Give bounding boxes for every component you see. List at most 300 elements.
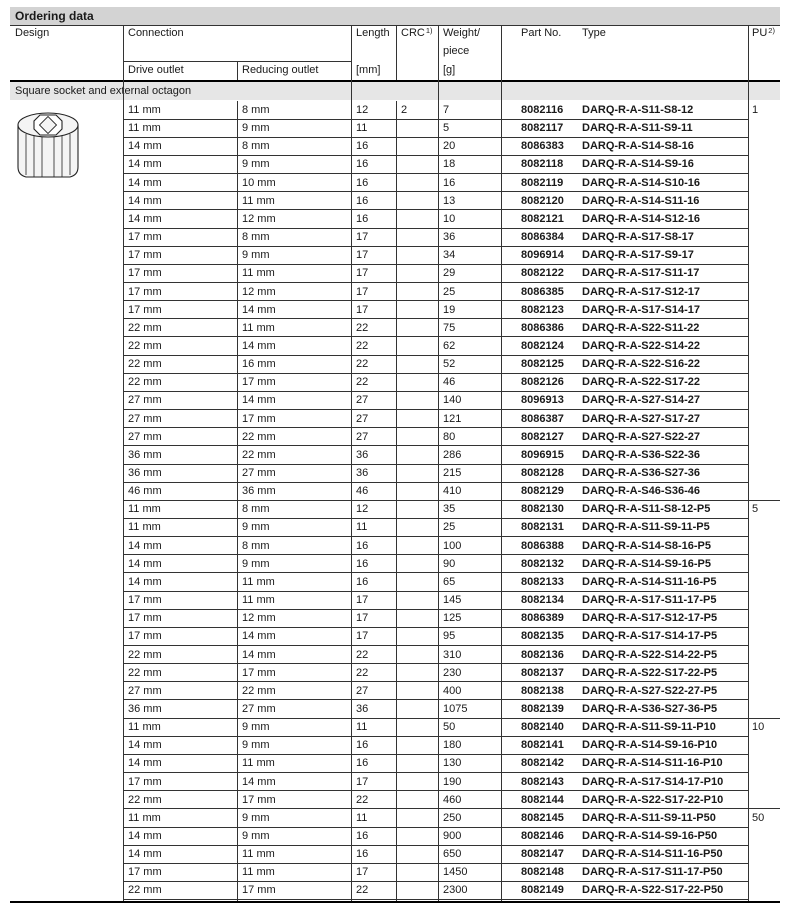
header-connection: Connection xyxy=(128,27,184,39)
drive-outlet-cell: 14 mm xyxy=(128,757,162,770)
row-rule xyxy=(123,772,748,773)
type-cell: DARQ-R-A-S14-S9-16 xyxy=(582,158,694,171)
type-cell: DARQ-R-A-S14-S9-16-P50 xyxy=(582,830,718,842)
row-rule xyxy=(123,464,748,465)
drive-outlet-cell: 11 mm xyxy=(128,503,161,516)
type-cell: DARQ-R-A-S17-S11-17 xyxy=(582,267,700,280)
type-cell: DARQ-R-A-S11-S8-12 xyxy=(582,104,694,116)
part-no-cell: 8086386 xyxy=(521,321,564,334)
header-top-rule xyxy=(10,25,780,26)
drive-outlet-cell: 36 mm xyxy=(128,467,162,479)
weight-cell: 13 xyxy=(443,194,456,207)
header-drive-outlet: Drive outlet xyxy=(128,64,184,76)
row-rule xyxy=(123,663,748,664)
reducing-outlet-cell: 17 mm xyxy=(242,376,276,389)
reducing-outlet-cell: 11 mm xyxy=(242,848,275,861)
reducing-outlet-cell: 11 mm xyxy=(242,757,275,770)
weight-cell: 19 xyxy=(443,303,456,316)
col-rule-crc xyxy=(396,101,397,901)
weight-cell: 52 xyxy=(443,358,456,371)
type-cell: DARQ-R-A-S17-S12-17 xyxy=(582,285,700,298)
row-rule xyxy=(123,827,748,828)
length-cell: 11 xyxy=(356,122,368,135)
drive-outlet-cell: 17 mm xyxy=(128,231,162,244)
length-cell: 27 xyxy=(356,684,369,697)
type-cell: DARQ-R-A-S27-S14-27 xyxy=(582,394,700,407)
row-rule xyxy=(123,246,748,247)
part-no-cell: 8082124 xyxy=(521,339,564,352)
length-cell: 16 xyxy=(356,158,369,171)
reducing-outlet-cell: 8 mm xyxy=(242,140,270,153)
length-cell: 22 xyxy=(356,648,369,661)
row-rule xyxy=(123,572,748,573)
drive-outlet-cell: 36 mm xyxy=(128,702,162,715)
part-no-cell: 8086383 xyxy=(521,140,564,153)
type-cell: DARQ-R-A-S14-S8-16-P5 xyxy=(582,539,711,552)
type-cell: DARQ-R-A-S17-S14-17-P10 xyxy=(582,775,724,788)
row-rule xyxy=(123,845,748,846)
part-no-cell: 8096913 xyxy=(521,394,564,407)
drive-outlet-cell: 14 mm xyxy=(128,830,162,842)
row-rule xyxy=(123,282,748,283)
weight-cell: 75 xyxy=(443,321,456,334)
length-cell: 16 xyxy=(356,557,369,570)
length-cell: 17 xyxy=(356,231,369,244)
length-cell: 17 xyxy=(356,630,369,643)
row-rule xyxy=(123,119,748,120)
reducing-outlet-cell: 9 mm xyxy=(242,249,270,262)
row-rule xyxy=(123,736,748,737)
row-rule xyxy=(123,409,748,410)
length-cell: 22 xyxy=(356,339,369,352)
weight-cell: 310 xyxy=(443,648,462,661)
length-cell: 36 xyxy=(356,467,369,479)
reducing-outlet-cell: 12 mm xyxy=(242,285,276,298)
header-pu xyxy=(752,27,775,39)
weight-cell: 2300 xyxy=(443,884,468,897)
col-rule-reducing-header xyxy=(237,61,238,80)
type-cell: DARQ-R-A-S17-S9-17 xyxy=(582,249,694,262)
reducing-outlet-cell: 36 mm xyxy=(242,485,276,498)
length-cell: 17 xyxy=(356,249,369,262)
header-part-no: Part No. xyxy=(521,27,562,39)
reducing-outlet-cell: 9 mm xyxy=(242,830,270,842)
length-cell: 27 xyxy=(356,430,369,443)
header-design: Design xyxy=(15,27,50,39)
col-rule-partno xyxy=(501,25,502,901)
drive-outlet-cell: 22 mm xyxy=(128,666,162,679)
part-no-cell: 8086388 xyxy=(521,539,564,552)
row-rule xyxy=(123,173,748,174)
group-rule xyxy=(123,500,780,501)
pu-value: 5 xyxy=(752,503,759,516)
weight-cell: 46 xyxy=(443,376,456,389)
type-cell: DARQ-R-A-S17-S11-17-P50 xyxy=(582,866,723,879)
header-pu-footnote: 2) xyxy=(768,26,775,35)
table-bottom-rule xyxy=(10,901,780,903)
length-cell: 46 xyxy=(356,485,369,498)
part-no-cell: 8082144 xyxy=(521,793,564,806)
part-no-cell: 8082142 xyxy=(521,757,564,770)
part-no-cell: 8082139 xyxy=(521,702,564,715)
length-cell: 22 xyxy=(356,793,369,806)
length-cell: 16 xyxy=(356,539,369,552)
row-rule xyxy=(123,373,748,374)
type-cell: DARQ-R-A-S17-S8-17 xyxy=(582,231,694,244)
type-cell: DARQ-R-A-S27-S22-27 xyxy=(582,430,700,443)
reducing-outlet-cell: 11 mm xyxy=(242,594,275,607)
row-rule xyxy=(123,699,748,700)
part-no-cell: 8082116 xyxy=(521,104,564,116)
part-no-cell: 8082117 xyxy=(521,122,564,135)
weight-cell: 20 xyxy=(443,140,456,153)
col-rule-length xyxy=(351,25,352,901)
reducing-outlet-cell: 10 mm xyxy=(242,176,276,189)
drive-outlet-cell: 17 mm xyxy=(128,630,162,643)
drive-outlet-cell: 22 mm xyxy=(128,884,162,897)
reducing-outlet-cell: 14 mm xyxy=(242,339,276,352)
length-cell: 36 xyxy=(356,448,369,461)
part-no-cell: 8086385 xyxy=(521,285,564,298)
part-no-cell: 8082120 xyxy=(521,194,564,207)
drive-outlet-cell: 22 mm xyxy=(128,648,162,661)
weight-cell: 29 xyxy=(443,267,456,280)
part-no-cell: 8082134 xyxy=(521,594,564,607)
reducing-outlet-cell: 17 mm xyxy=(242,793,276,806)
drive-outlet-cell: 17 mm xyxy=(128,775,162,788)
reducing-outlet-cell: 11 mm xyxy=(242,866,275,879)
row-rule xyxy=(123,863,748,864)
drive-outlet-cell: 17 mm xyxy=(128,285,162,298)
part-no-cell: 8082135 xyxy=(521,630,564,643)
row-rule xyxy=(123,300,748,301)
length-cell: 11 xyxy=(356,721,368,734)
length-cell: 17 xyxy=(356,612,369,625)
reducing-outlet-cell: 17 mm xyxy=(242,666,276,679)
drive-outlet-cell: 14 mm xyxy=(128,575,162,588)
group-rule xyxy=(123,718,780,719)
row-rule xyxy=(123,681,748,682)
reducing-outlet-cell: 22 mm xyxy=(242,430,276,443)
reducing-outlet-cell: 9 mm xyxy=(242,557,270,570)
row-rule xyxy=(123,790,748,791)
weight-cell: 1075 xyxy=(443,702,468,715)
length-cell: 16 xyxy=(356,176,369,189)
pu-value: 10 xyxy=(752,721,765,734)
drive-outlet-cell: 14 mm xyxy=(128,212,162,225)
length-cell: 22 xyxy=(356,666,369,679)
drive-outlet-cell: 22 mm xyxy=(128,358,162,371)
length-cell: 22 xyxy=(356,358,369,371)
reducing-outlet-cell: 14 mm xyxy=(242,775,276,788)
weight-cell: 650 xyxy=(443,848,462,861)
type-cell: DARQ-R-A-S11-S9-11-P5 xyxy=(582,521,710,534)
weight-cell: 130 xyxy=(443,757,462,770)
type-cell: DARQ-R-A-S14-S11-16-P10 xyxy=(582,757,723,770)
drive-outlet-cell: 14 mm xyxy=(128,557,162,570)
weight-cell: 900 xyxy=(443,830,462,842)
part-no-cell: 8082128 xyxy=(521,467,564,479)
weight-cell: 50 xyxy=(443,721,456,734)
drive-outlet-cell: 17 mm xyxy=(128,866,162,879)
header-crc xyxy=(401,27,433,39)
part-no-cell: 8082140 xyxy=(521,721,564,734)
type-cell: DARQ-R-A-S14-S11-16-P50 xyxy=(582,848,723,861)
length-cell: 11 xyxy=(356,811,368,824)
part-no-cell: 8082149 xyxy=(521,884,564,897)
part-no-cell: 8086389 xyxy=(521,612,564,625)
type-cell: DARQ-R-A-S17-S14-17 xyxy=(582,303,700,316)
reducing-outlet-cell: 27 mm xyxy=(242,702,276,715)
reducing-outlet-cell: 11 mm xyxy=(242,321,275,334)
part-no-cell: 8086387 xyxy=(521,412,564,425)
part-no-cell: 8082137 xyxy=(521,666,564,679)
header-reducing-outlet: Reducing outlet xyxy=(242,64,319,76)
row-rule xyxy=(123,191,748,192)
part-no-cell: 8096914 xyxy=(521,249,564,262)
reducing-outlet-cell: 22 mm xyxy=(242,684,276,697)
weight-cell: 145 xyxy=(443,594,462,607)
reducing-outlet-cell: 12 mm xyxy=(242,612,276,625)
row-rule xyxy=(123,482,748,483)
drive-outlet-cell: 11 mm xyxy=(128,104,161,116)
header-length-unit: [mm] xyxy=(356,64,381,76)
part-no-cell: 8082119 xyxy=(521,176,564,189)
weight-cell: 400 xyxy=(443,684,462,697)
header-weight-unit: [g] xyxy=(443,64,456,76)
drive-outlet-cell: 27 mm xyxy=(128,394,162,407)
weight-cell: 62 xyxy=(443,339,456,352)
weight-cell: 5 xyxy=(443,122,450,135)
part-no-cell: 8082129 xyxy=(521,485,564,498)
type-cell: DARQ-R-A-S22-S14-22-P5 xyxy=(582,648,718,661)
part-no-cell: 8082126 xyxy=(521,376,564,389)
drive-outlet-cell: 17 mm xyxy=(128,594,162,607)
weight-cell: 100 xyxy=(443,539,462,552)
row-rule xyxy=(123,627,748,628)
part-no-cell: 8082130 xyxy=(521,503,564,516)
type-cell: DARQ-R-A-S17-S12-17-P5 xyxy=(582,612,718,625)
drive-outlet-cell: 22 mm xyxy=(128,793,162,806)
reducing-outlet-cell: 14 mm xyxy=(242,303,276,316)
row-rule xyxy=(123,591,748,592)
part-no-cell: 8082138 xyxy=(521,684,564,697)
drive-outlet-cell: 11 mm xyxy=(128,721,161,734)
length-cell: 16 xyxy=(356,739,369,752)
weight-cell: 410 xyxy=(443,485,462,498)
reducing-outlet-cell: 11 mm xyxy=(242,194,275,207)
weight-cell: 125 xyxy=(443,612,462,625)
type-cell: DARQ-R-A-S36-S27-36-P5 xyxy=(582,702,718,715)
type-cell: DARQ-R-A-S27-S17-27 xyxy=(582,412,700,425)
type-cell: DARQ-R-A-S22-S17-22-P5 xyxy=(582,666,718,679)
row-rule xyxy=(123,754,748,755)
length-cell: 27 xyxy=(356,394,369,407)
drive-outlet-cell: 17 mm xyxy=(128,267,162,280)
reducing-outlet-cell: 8 mm xyxy=(242,503,270,516)
pu-value: 50 xyxy=(752,811,765,824)
row-rule xyxy=(123,391,748,392)
part-no-cell: 8082118 xyxy=(521,158,564,171)
length-cell: 27 xyxy=(356,412,369,425)
length-cell: 16 xyxy=(356,140,369,153)
reducing-outlet-cell: 17 mm xyxy=(242,412,276,425)
section-title: Square socket and external octagon xyxy=(10,82,780,100)
part-no-cell: 8082121 xyxy=(521,212,564,225)
reducing-outlet-cell: 8 mm xyxy=(242,539,270,552)
weight-cell: 250 xyxy=(443,811,462,824)
part-no-cell: 8096915 xyxy=(521,448,564,461)
reducing-outlet-cell: 8 mm xyxy=(242,104,270,116)
row-rule xyxy=(123,137,748,138)
weight-cell: 190 xyxy=(443,775,462,788)
length-cell: 17 xyxy=(356,866,369,879)
col-rule-weight xyxy=(438,25,439,901)
weight-cell: 25 xyxy=(443,285,456,298)
col-rule-crc-header xyxy=(396,25,397,80)
length-cell: 22 xyxy=(356,321,369,334)
drive-outlet-cell: 22 mm xyxy=(128,321,162,334)
length-cell: 12 xyxy=(356,503,369,516)
header-crc-footnote: 1) xyxy=(425,26,433,35)
type-cell: DARQ-R-A-S46-S36-46 xyxy=(582,485,700,498)
type-cell: DARQ-R-A-S14-S10-16 xyxy=(582,176,700,189)
part-no-cell: 8082123 xyxy=(521,303,564,316)
drive-outlet-cell: 17 mm xyxy=(128,249,162,262)
header-crc-label: CRC xyxy=(401,27,425,39)
type-cell: DARQ-R-A-S27-S22-27-P5 xyxy=(582,684,718,697)
type-cell: DARQ-R-A-S14-S11-16 xyxy=(582,194,700,207)
part-no-cell: 8082147 xyxy=(521,848,564,861)
drive-outlet-cell: 11 mm xyxy=(128,122,161,135)
reducing-outlet-cell: 16 mm xyxy=(242,358,276,371)
weight-cell: 286 xyxy=(443,448,462,461)
weight-cell: 121 xyxy=(443,412,462,425)
header-weight-line1: Weight/ xyxy=(443,27,481,39)
type-cell: DARQ-R-A-S17-S11-17-P5 xyxy=(582,594,717,607)
length-cell: 16 xyxy=(356,212,369,225)
part-no-cell: 8082131 xyxy=(521,521,564,534)
row-rule xyxy=(123,445,748,446)
weight-cell: 34 xyxy=(443,249,456,262)
type-cell: DARQ-R-A-S14-S11-16-P5 xyxy=(582,575,717,588)
row-rule xyxy=(123,318,748,319)
row-rule xyxy=(123,209,748,210)
socket-adapter-drawing xyxy=(12,103,84,189)
row-rule xyxy=(123,228,748,229)
weight-cell: 1450 xyxy=(443,866,468,879)
weight-cell: 18 xyxy=(443,158,456,171)
type-cell: DARQ-R-A-S17-S14-17-P5 xyxy=(582,630,718,643)
type-cell: DARQ-R-A-S22-S16-22 xyxy=(582,358,700,371)
drive-outlet-cell: 17 mm xyxy=(128,612,162,625)
drive-outlet-cell: 14 mm xyxy=(128,194,162,207)
weight-cell: 215 xyxy=(443,467,462,479)
type-cell: DARQ-R-A-S11-S9-11-P10 xyxy=(582,721,716,734)
row-rule xyxy=(123,427,748,428)
type-cell: DARQ-R-A-S22-S17-22-P50 xyxy=(582,884,724,897)
page-title: Ordering data xyxy=(10,7,780,25)
length-cell: 22 xyxy=(356,376,369,389)
reducing-outlet-cell: 14 mm xyxy=(242,394,276,407)
reducing-outlet-cell: 17 mm xyxy=(242,884,276,897)
weight-cell: 7 xyxy=(443,104,450,116)
weight-cell: 230 xyxy=(443,666,462,679)
drive-outlet-cell: 17 mm xyxy=(128,303,162,316)
part-no-cell: 8082145 xyxy=(521,811,564,824)
reducing-outlet-cell: 9 mm xyxy=(242,811,270,824)
weight-cell: 25 xyxy=(443,521,456,534)
reducing-outlet-cell: 9 mm xyxy=(242,739,270,752)
row-rule xyxy=(123,554,748,555)
type-cell: DARQ-R-A-S22-S11-22 xyxy=(582,321,700,334)
reducing-outlet-cell: 14 mm xyxy=(242,630,276,643)
row-rule xyxy=(123,264,748,265)
type-cell: DARQ-R-A-S22-S17-22 xyxy=(582,376,700,389)
part-no-cell: 8082122 xyxy=(521,267,564,280)
drive-outlet-cell: 14 mm xyxy=(128,739,162,752)
weight-cell: 36 xyxy=(443,231,456,244)
reducing-outlet-cell: 11 mm xyxy=(242,267,275,280)
part-no-cell: 8082132 xyxy=(521,557,564,570)
weight-cell: 90 xyxy=(443,557,456,570)
row-rule xyxy=(123,536,748,537)
reducing-outlet-cell: 27 mm xyxy=(242,467,276,479)
group-rule xyxy=(123,808,780,809)
length-cell: 12 xyxy=(356,104,369,116)
length-cell: 36 xyxy=(356,702,369,715)
drive-outlet-cell: 14 mm xyxy=(128,158,162,171)
part-no-cell: 8082127 xyxy=(521,430,564,443)
drive-outlet-cell: 27 mm xyxy=(128,430,162,443)
reducing-outlet-cell: 8 mm xyxy=(242,231,270,244)
header-weight-line2: piece xyxy=(443,45,470,57)
length-cell: 17 xyxy=(356,303,369,316)
weight-cell: 460 xyxy=(443,793,462,806)
drive-outlet-cell: 14 mm xyxy=(128,539,162,552)
row-rule xyxy=(123,155,748,156)
part-no-cell: 8082136 xyxy=(521,648,564,661)
reducing-outlet-cell: 14 mm xyxy=(242,648,276,661)
drive-outlet-cell: 27 mm xyxy=(128,684,162,697)
drive-outlet-cell: 36 mm xyxy=(128,448,162,461)
type-cell: DARQ-R-A-S36-S27-36 xyxy=(582,467,700,479)
length-cell: 16 xyxy=(356,757,369,770)
part-no-cell: 8082125 xyxy=(521,358,564,371)
drive-outlet-cell: 27 mm xyxy=(128,412,162,425)
weight-cell: 80 xyxy=(443,430,456,443)
weight-cell: 35 xyxy=(443,503,456,516)
weight-cell: 95 xyxy=(443,630,456,643)
type-cell: DARQ-R-A-S14-S9-16-P10 xyxy=(582,739,718,752)
length-cell: 17 xyxy=(356,594,369,607)
reducing-outlet-cell: 22 mm xyxy=(242,448,276,461)
weight-cell: 180 xyxy=(443,739,462,752)
type-cell: DARQ-R-A-S14-S8-16 xyxy=(582,140,694,153)
part-no-cell: 8086384 xyxy=(521,231,564,244)
reducing-outlet-cell: 12 mm xyxy=(242,212,276,225)
type-cell: DARQ-R-A-S11-S9-11-P50 xyxy=(582,811,716,824)
header-pu-label: PU xyxy=(752,27,768,39)
part-no-cell: 8082146 xyxy=(521,830,564,842)
header-bottom-rule xyxy=(10,80,780,82)
type-cell: DARQ-R-A-S22-S17-22-P10 xyxy=(582,793,724,806)
col-rule-reducing xyxy=(237,101,238,901)
col-rule-design xyxy=(123,25,124,901)
row-rule xyxy=(123,518,748,519)
row-rule xyxy=(123,336,748,337)
row-rule xyxy=(123,881,748,882)
